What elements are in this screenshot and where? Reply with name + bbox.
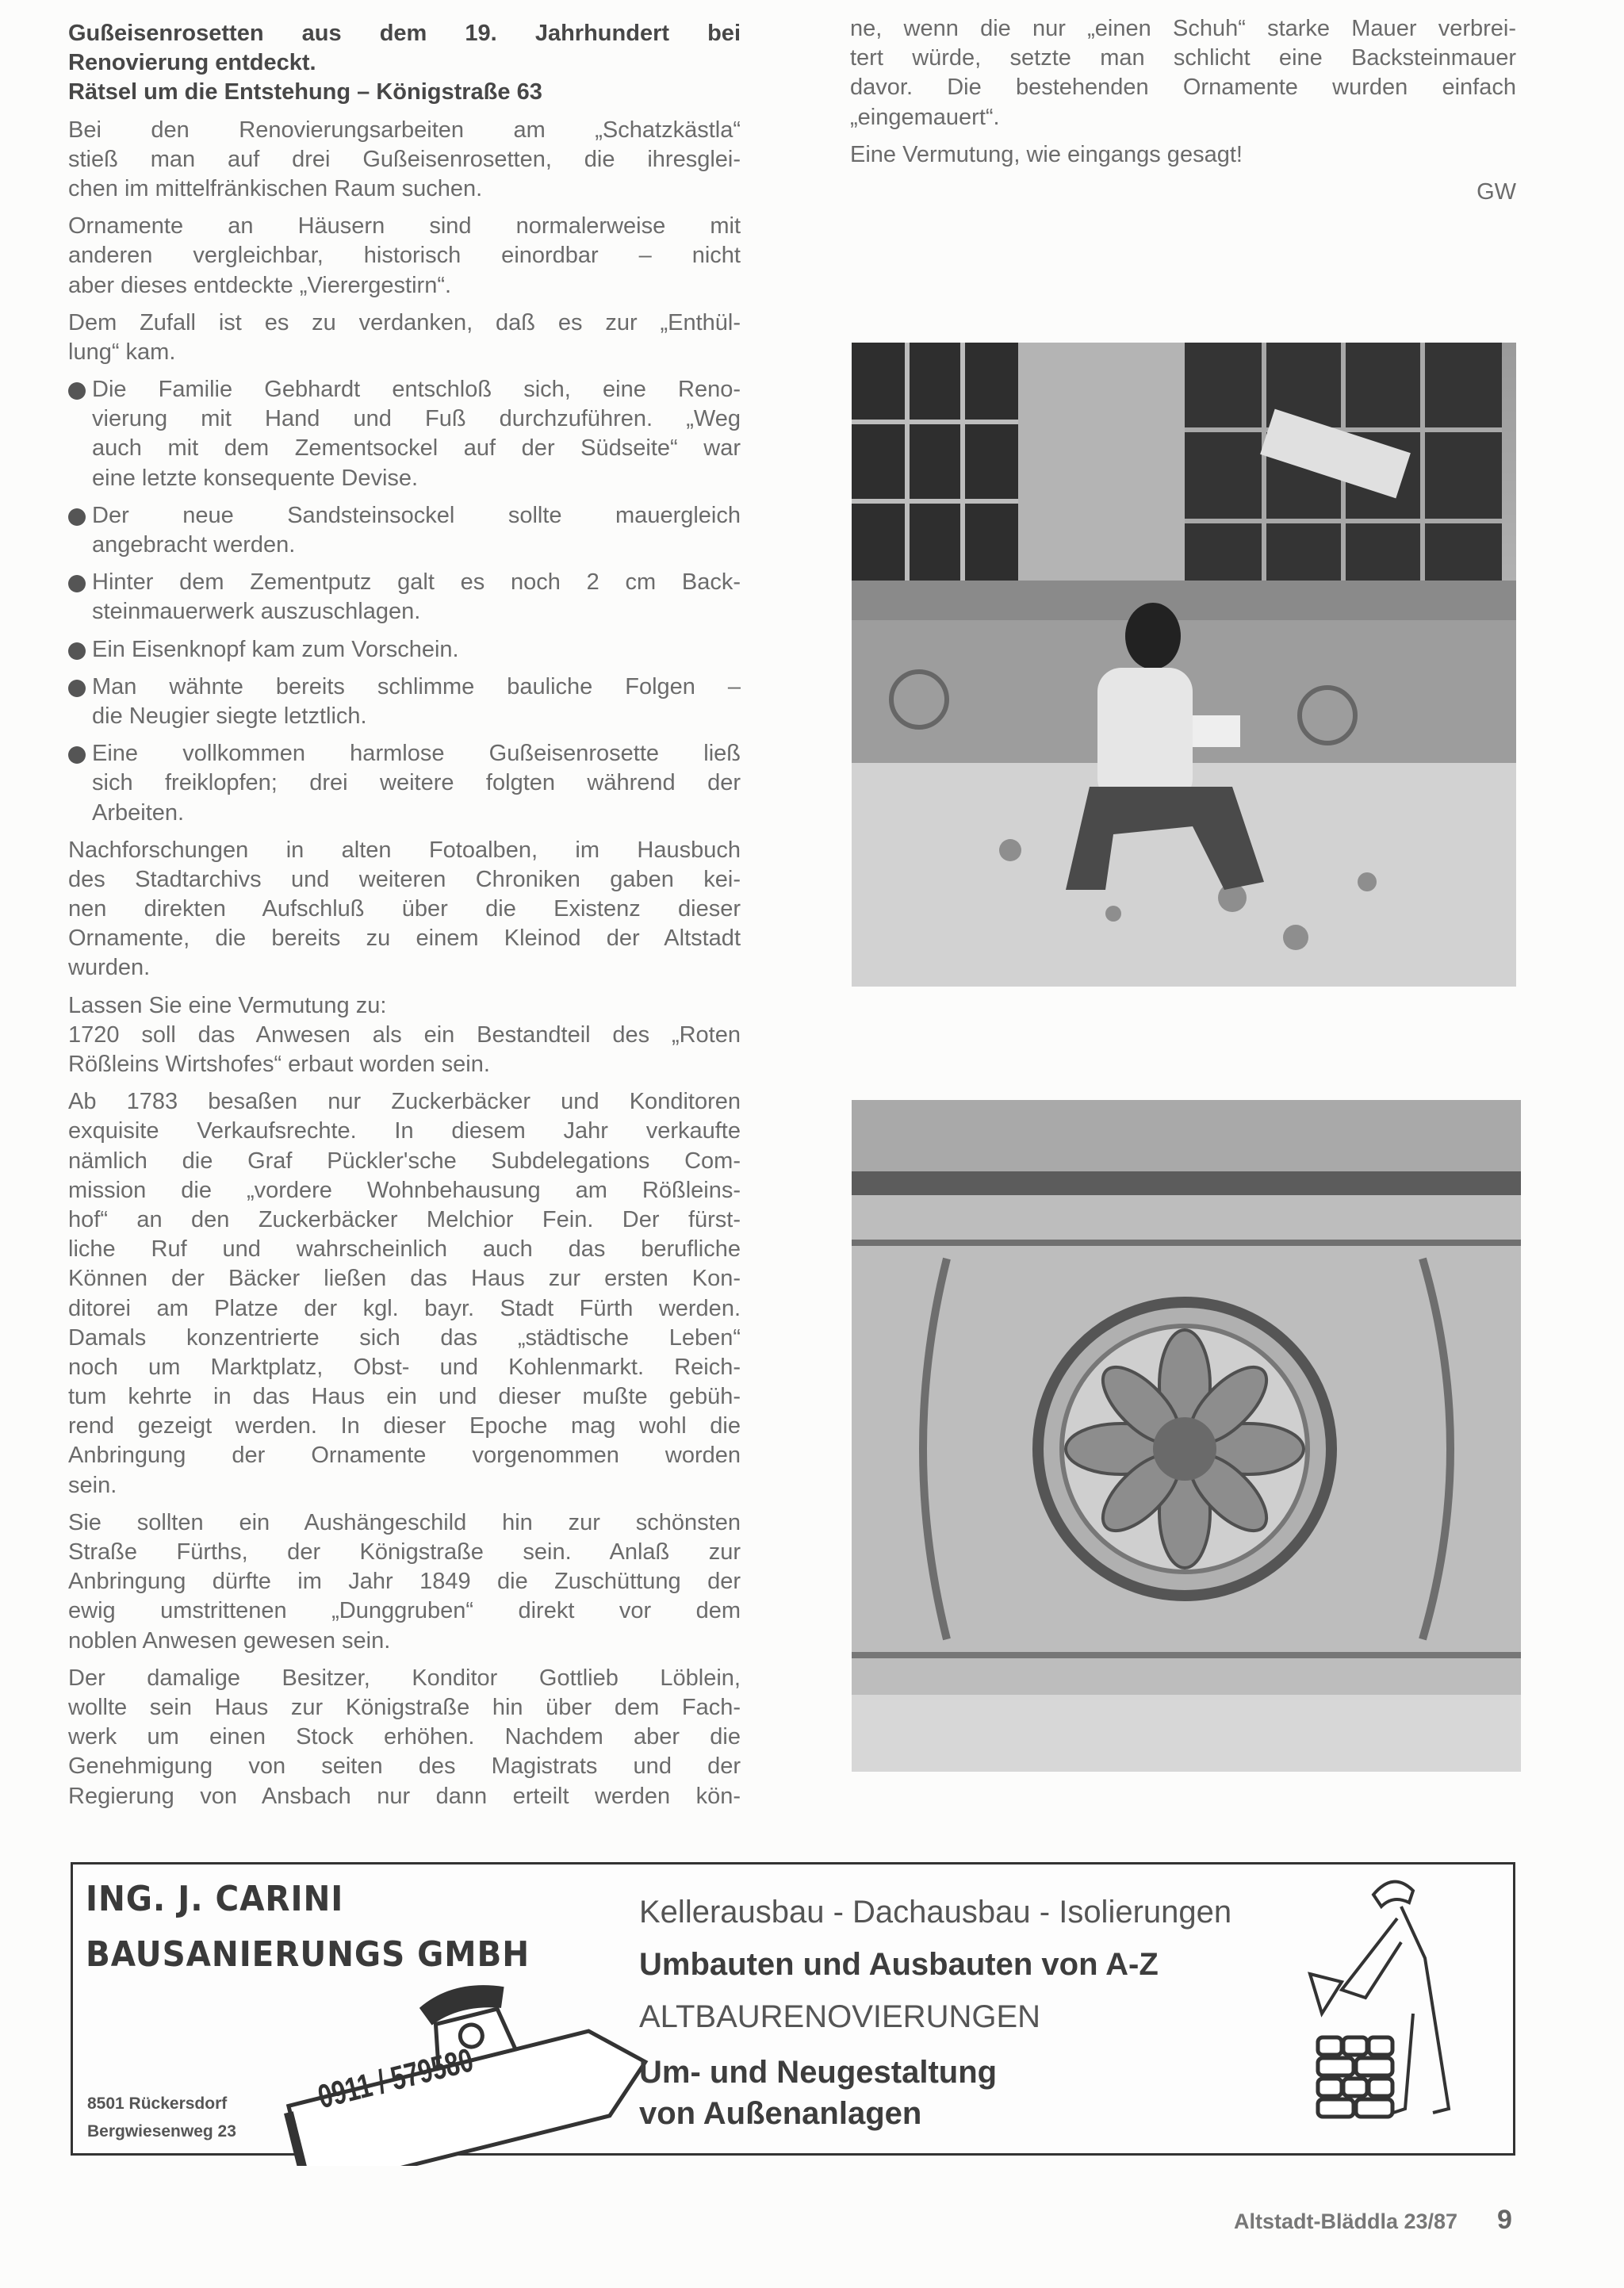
paragraph bbox=[68, 1664, 741, 1811]
ad-service-line: Kellerausbau - Dachausbau - Isolierungen bbox=[639, 1895, 1232, 1930]
right-column bbox=[850, 14, 1516, 207]
text-line: Hinter dem Zementputz galt es noch 2 cm Back- bbox=[92, 569, 741, 596]
bricklayer-illustration bbox=[1262, 1871, 1469, 2144]
bullet-item bbox=[68, 635, 741, 665]
text-line: ditorei am Platze der kgl. bayr. Stadt Fürth werden. bbox=[68, 1295, 741, 1321]
ad-service-line: Um- und Neugestaltung bbox=[639, 2055, 998, 2090]
headline-line: Rätsel um die Entstehung – Königstraße 63 bbox=[68, 79, 542, 105]
text-line: Straße Fürths, der Königstraße sein. Anlaß zur bbox=[68, 1539, 741, 1565]
paragraph bbox=[68, 309, 741, 367]
bullet-dot-icon bbox=[68, 642, 86, 660]
headline-line: Renovierung entdeckt. bbox=[68, 50, 316, 76]
text-line: nen direkten Aufschluß über die Existenz dieser bbox=[68, 896, 741, 922]
ad-service-line: ALTBAURENOVIERUNGEN bbox=[639, 1999, 1041, 2034]
photo-cast-iron-rosette bbox=[852, 1100, 1521, 1772]
bullet-dot-icon bbox=[68, 575, 86, 592]
text-line: Können der Bäcker ließen das Haus zur ersten Kon- bbox=[68, 1266, 741, 1292]
text-line: „eingemauert“. bbox=[850, 104, 1000, 130]
ad-service-line: von Außenanlagen bbox=[639, 2096, 922, 2131]
text-line: lung“ kam. bbox=[68, 339, 176, 365]
text-line: werk um einen Stock erhöhen. Nachdem aber die bbox=[68, 1724, 741, 1750]
text-line: liche Ruf und wahrscheinlich auch das berufliche bbox=[68, 1236, 741, 1263]
text-line: Damals konzentrierte sich das „städtische Leben“ bbox=[68, 1324, 741, 1351]
text-line: tert würde, setzte man schlicht eine Backsteinmauer bbox=[850, 45, 1516, 71]
bullet-item bbox=[68, 501, 741, 560]
text-line: vierung mit Hand und Fuß durchzuführen. „Weg bbox=[92, 406, 741, 432]
bullet-item bbox=[68, 568, 741, 627]
text-line: exquisite Verkaufsrechte. In diesem Jahr verkaufte bbox=[68, 1118, 741, 1144]
ad-company-name: ING. J. CARINI bbox=[86, 1879, 344, 1919]
bullet-item bbox=[68, 375, 741, 493]
author-signature: GW bbox=[1477, 178, 1516, 205]
text-line: stieß man auf drei Gußeisenrosetten, die ihresglei- bbox=[68, 146, 741, 172]
text-line: Eine Vermutung, wie eingangs gesagt! bbox=[850, 141, 1243, 167]
text-line: Lassen Sie eine Vermutung zu: bbox=[68, 992, 387, 1018]
text-line: auch mit dem Zementsockel auf der Südseite“ war bbox=[92, 435, 741, 462]
text-line: sein. bbox=[68, 1472, 117, 1498]
text-line: aber dieses entdeckte „Vierergestirn“. bbox=[68, 272, 452, 298]
paragraph bbox=[68, 1087, 741, 1500]
text-line: Ab 1783 besaßen nur Zuckerbäcker und Konditoren bbox=[68, 1089, 741, 1115]
text-line: ne, wenn die nur „einen Schuh“ starke Mauer verbrei- bbox=[850, 16, 1516, 41]
text-line: davor. Die bestehenden Ornamente wurden einfach bbox=[850, 75, 1516, 101]
text-line: Rößleins Wirtshofes“ erbaut worden sein. bbox=[68, 1052, 490, 1077]
text-line: Regierung von Ansbach nur dann erteilt werden kön- bbox=[68, 1783, 741, 1809]
text-line: Man wähnte bereits schlimme bauliche Folgen – bbox=[92, 673, 741, 699]
text-line: 1720 soll das Anwesen als ein Bestandteil des „Roten bbox=[68, 1021, 741, 1048]
text-line: steinmauerwerk auszuschlagen. bbox=[92, 599, 421, 625]
text-line: Sie sollten ein Aushängeschild hin zur schönsten bbox=[68, 1509, 741, 1535]
ad-phone-tag bbox=[243, 1976, 688, 2166]
text-line: angebracht werden. bbox=[92, 532, 296, 558]
photo-worker-image bbox=[852, 343, 1516, 987]
text-line: Die Familie Gebhardt entschloß sich, eine Reno- bbox=[92, 377, 741, 403]
paragraph bbox=[850, 140, 1516, 170]
text-line: Bei den Renovierungsarbeiten am „Schatzkästla“ bbox=[68, 117, 741, 143]
text-line: rend gezeigt werden. In dieser Epoche mag wohl die bbox=[68, 1413, 741, 1439]
bullet-item bbox=[68, 739, 741, 828]
bullet-dot-icon bbox=[68, 508, 86, 526]
paragraph bbox=[68, 116, 741, 205]
text-line: Anbringung der Ornamente vorgenommen worden bbox=[68, 1443, 741, 1469]
text-line: Arbeiten. bbox=[92, 799, 185, 826]
left-body bbox=[68, 116, 741, 1811]
left-column bbox=[68, 19, 741, 1819]
text-line: Genehmigung von seiten des Magistrats und der bbox=[68, 1753, 741, 1780]
text-line: Ein Eisenknopf kam zum Vorschein. bbox=[92, 636, 459, 662]
text-line: hof“ an den Zuckerbäcker Melchior Fein. Der fürst- bbox=[68, 1206, 741, 1232]
text-line: eine letzte konsequente Devise. bbox=[92, 465, 419, 491]
bullet-dot-icon bbox=[68, 746, 86, 764]
text-line: wollte sein Haus zur Königstraße hin über dem Fach- bbox=[68, 1694, 741, 1720]
ad-service-line: Umbauten und Ausbauten von A-Z bbox=[639, 1947, 1159, 1982]
paragraph bbox=[68, 212, 741, 301]
text-line: tum kehrte in das Haus ein und dieser mußte gebüh- bbox=[68, 1384, 741, 1410]
text-line: mission die „vordere Wohnbehausung am Rößleins- bbox=[68, 1177, 741, 1203]
photo-worker-restoring-facade bbox=[852, 343, 1516, 987]
bullet-item bbox=[68, 673, 741, 731]
paragraph bbox=[68, 836, 741, 983]
publication-footer: Altstadt-Bläddla 23/87 bbox=[1234, 2209, 1458, 2233]
ad-company-type: BAUSANIERUNGS GMBH bbox=[86, 1934, 530, 1975]
right-body bbox=[850, 14, 1516, 170]
photo-rosette-image bbox=[852, 1100, 1521, 1772]
text-line: nämlich die Graf Pückler'sche Subdelegations Com- bbox=[68, 1148, 741, 1174]
headline bbox=[68, 19, 741, 108]
bullet-dot-icon bbox=[68, 382, 86, 400]
page-number: 9 bbox=[1497, 2205, 1512, 2235]
text-line: die Neugier siegte letztlich. bbox=[92, 703, 367, 729]
text-line: anderen vergleichbar, historisch einordbar – nicht bbox=[68, 243, 741, 269]
ad-address-street: Bergwiesenweg 23 bbox=[87, 2122, 236, 2140]
paragraph bbox=[68, 1508, 741, 1656]
text-line: Eine vollkommen harmlose Gußeisenrosette ließ bbox=[92, 741, 741, 767]
text-line: des Stadtarchivs und weiteren Chroniken gaben kei- bbox=[68, 866, 741, 892]
text-line: noblen Anwesen gewesen sein. bbox=[68, 1627, 391, 1654]
ad-address-city: 8501 Rückersdorf bbox=[87, 2094, 228, 2113]
ad-phone-number: 0911 / 579580 bbox=[314, 2041, 477, 2116]
text-line: sich freiklopfen; drei weitere folgten während der bbox=[92, 770, 741, 796]
headline-line: Gußeisenrosetten aus dem 19. Jahrhundert bei bbox=[68, 21, 741, 46]
text-line: Der damalige Besitzer, Konditor Gottlieb Löblein, bbox=[68, 1665, 741, 1691]
text-line: Der neue Sandsteinsockel sollte mauergleich bbox=[92, 502, 741, 528]
paragraph bbox=[68, 991, 741, 1080]
advertisement-carini bbox=[71, 1862, 1515, 2156]
text-line: Ornamente an Häusern sind normalerweise mit bbox=[68, 213, 741, 240]
text-line: Nachforschungen in alten Fotoalben, im Hausbuch bbox=[68, 837, 741, 863]
text-line: Anbringung dürfte im Jahr 1849 die Zuschüttung der bbox=[68, 1569, 741, 1595]
text-line: Ornamente, die bereits zu einem Kleinod der Altstadt bbox=[68, 926, 741, 952]
text-line: Dem Zufall ist es zu verdanken, daß es zur „Enthül- bbox=[68, 309, 741, 335]
paragraph bbox=[850, 14, 1516, 132]
bullet-dot-icon bbox=[68, 680, 86, 697]
text-line: wurden. bbox=[68, 955, 151, 981]
text-line: ewig umstrittenen „Dunggruben“ direkt vor dem bbox=[68, 1598, 741, 1624]
text-line: chen im mittelfränkischen Raum suchen. bbox=[68, 175, 483, 201]
text-line: noch um Marktplatz, Obst- und Kohlenmarkt. Reich- bbox=[68, 1354, 741, 1380]
